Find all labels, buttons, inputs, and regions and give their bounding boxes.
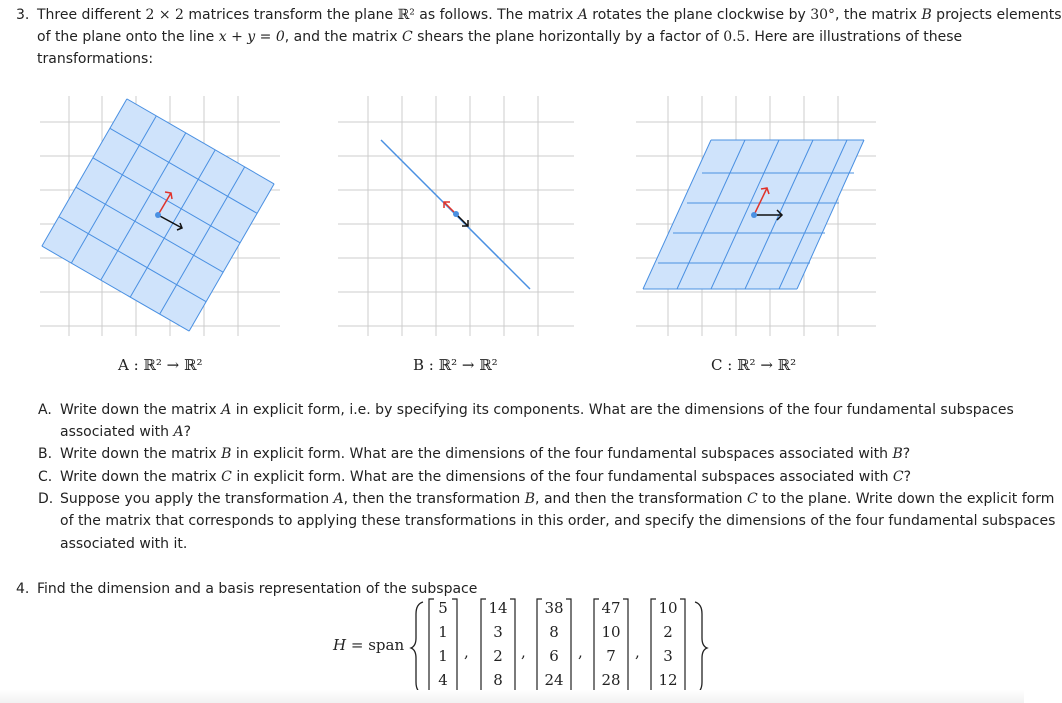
- origin-point: [453, 211, 459, 217]
- vector-3: [536, 598, 572, 694]
- vector-entry: 1: [438, 623, 448, 641]
- left-brace: [410, 600, 426, 696]
- figure-shear-c: [636, 96, 876, 336]
- part-a-label: A.: [38, 402, 52, 418]
- page-bottom-edge: [0, 690, 1024, 703]
- right-brace: [692, 600, 708, 696]
- part-a-line-1: Write down the matrix A in explicit form, i.e. by specifying its components. What are the dimensions of the four fundamental subspaces: [60, 402, 1014, 418]
- vector-separator: ,: [578, 643, 583, 661]
- vector-entry: 47: [601, 599, 621, 617]
- part-d-label: D.: [38, 491, 54, 507]
- vector-entry: 14: [488, 599, 508, 617]
- vector-entry: 38: [544, 599, 564, 617]
- vector-entry: 8: [549, 623, 559, 641]
- caption-c: C : ℝ² → ℝ²: [711, 356, 797, 374]
- vector-entry: 3: [663, 647, 673, 665]
- vector-5: [650, 598, 686, 694]
- vector-entry: 12: [658, 671, 678, 689]
- vector-entry: 2: [663, 623, 673, 641]
- origin-point: [751, 212, 757, 218]
- vector-entry: 8: [493, 671, 503, 689]
- part-b-line-1: Write down the matrix B in explicit form. What are the dimensions of the four fundamental subspaces associated with B?: [60, 446, 911, 462]
- figure-projection-b: [338, 96, 574, 336]
- vector-4: [593, 598, 629, 694]
- span-equation-label: H = span: [333, 636, 405, 654]
- vector-entry: 6: [549, 647, 559, 665]
- part-d-line-2: of the matrix that corresponds to applying these transformations in this order, and specify the dimensions of the four fundamental subspaces: [60, 513, 1056, 529]
- vector-1: [428, 598, 458, 694]
- part-a-line-2: associated with A?: [60, 424, 192, 440]
- caption-a: A : ℝ² → ℝ²: [118, 356, 203, 374]
- part-b-label: B.: [38, 446, 53, 462]
- part-c-line-1: Write down the matrix C in explicit form. What are the dimensions of the four fundamental subspaces associated with C?: [60, 469, 912, 485]
- part-d-line-3: associated with it.: [60, 536, 188, 552]
- q3-line-2: of the plane onto the line x + y = 0, and the matrix C shears the plane horizontally by a factor of 0.5. Here are illustrations of these: [37, 29, 963, 45]
- vector-entry: 5: [438, 599, 448, 617]
- vector-separator: ,: [635, 643, 640, 661]
- part-d-line-1: Suppose you apply the transformation A, then the transformation B, and then the transformation C to the plane. Write down the explicit form: [60, 491, 1055, 507]
- origin-point: [155, 212, 161, 218]
- caption-b: B : ℝ² → ℝ²: [413, 356, 498, 374]
- vector-2: [480, 598, 516, 694]
- vector-entry: 10: [601, 623, 621, 641]
- vector-entry: 2: [493, 647, 503, 665]
- q4-text: Find the dimension and a basis representation of the subspace: [37, 581, 478, 597]
- vector-entry: 4: [438, 671, 448, 689]
- figure-rotation-a: [40, 96, 280, 336]
- q3-line-3: transformations:: [37, 51, 154, 67]
- q3-line-1: Three different 2 × 2 matrices transform the plane ℝ² as follows. The matrix A rotates the plane clockwise by 30°, the matrix B projects elements: [37, 7, 1062, 23]
- vector-separator: ,: [464, 643, 469, 661]
- part-c-label: C.: [38, 469, 53, 485]
- vector-entry: 3: [493, 623, 503, 641]
- vector-entry: 1: [438, 647, 448, 665]
- q4-number: 4.: [16, 581, 30, 597]
- q3-number: 3.: [16, 7, 30, 23]
- vector-entry: 10: [658, 599, 678, 617]
- vector-entry: 28: [601, 671, 621, 689]
- vector-separator: ,: [521, 643, 526, 661]
- vector-entry: 7: [606, 647, 616, 665]
- vector-entry: 24: [544, 671, 564, 689]
